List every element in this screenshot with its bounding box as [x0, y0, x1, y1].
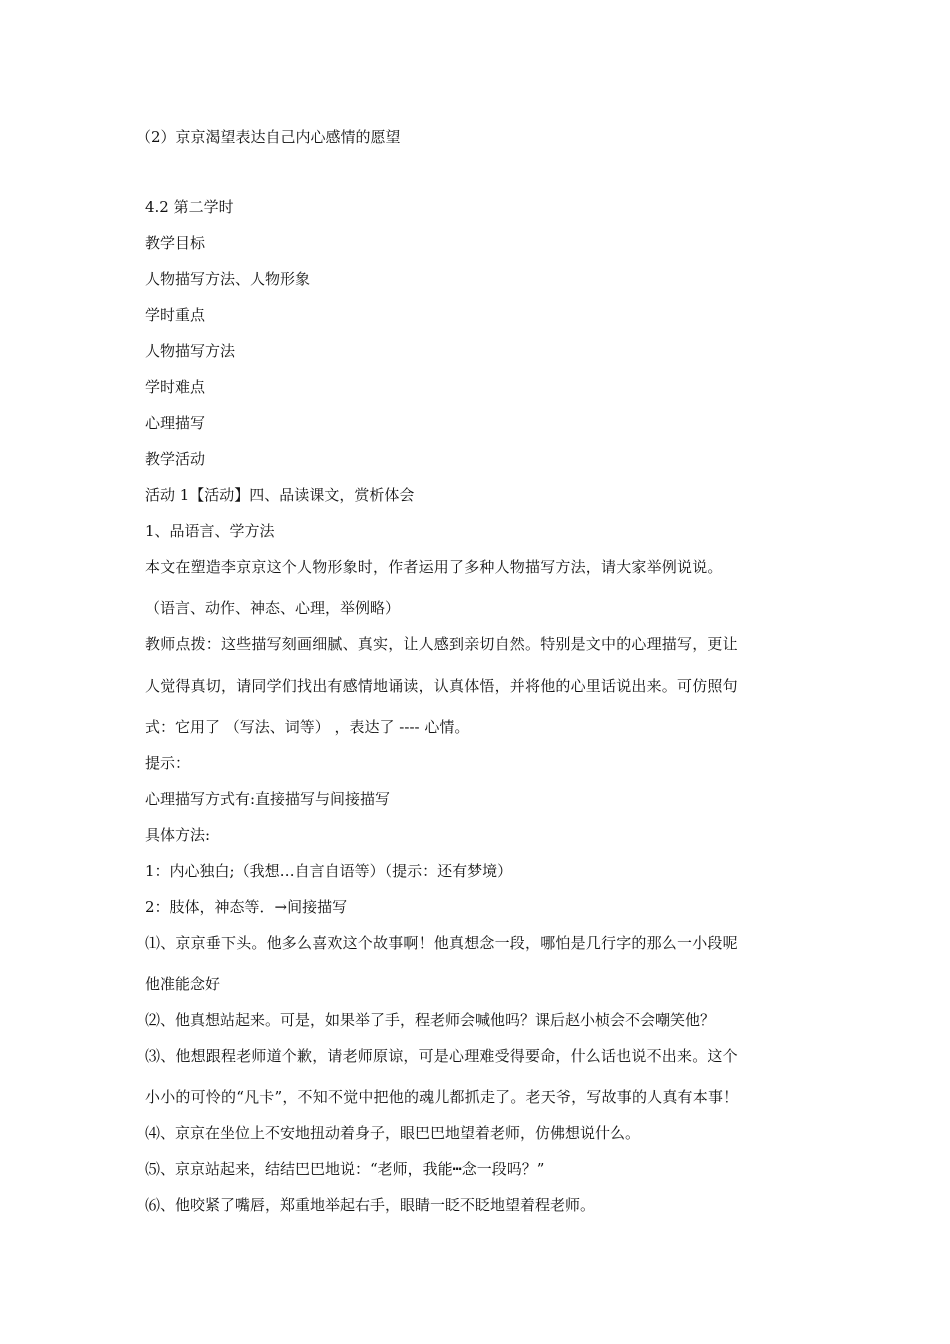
- text-line-note: （语言、动作、神态、心理，举例略）: [145, 599, 401, 617]
- text-line-goal-title: 教学目标: [145, 234, 206, 252]
- text-line-example-3b: 小小的可怜的“凡卡”，不知不觉中把他的魂儿都抓走了。老天爷，写故事的人真有本事！: [145, 1088, 739, 1106]
- text-line-step-1: 1、品语言、学方法: [145, 522, 275, 540]
- text-line-example-2: ⑵、他真想站起来。可是，如果举了手，程老师会喊他吗？课后赵小桢会不会嘲笑他？: [145, 1011, 716, 1029]
- text-line-key-title: 学时重点: [145, 306, 206, 324]
- text-line-difficulty-title: 学时难点: [145, 378, 206, 396]
- section-heading: 4.2 第二学时: [145, 198, 234, 216]
- text-line-paragraph-2a: 教师点拨：这些描写刻画细腻、真实，让人感到亲切自然。特别是文中的心理描写，更让: [145, 635, 738, 653]
- text-line-paragraph-2b: 人觉得真切，请同学们找出有感情地诵读，认真体悟，并将他的心里话说出来。可仿照句: [145, 677, 738, 695]
- text-line-paragraph-2c: 式：它用了 （写法、词等） ，表达了 ---- 心情。: [145, 718, 470, 736]
- text-line-answer-2: （2）京京渴望表达自己内心感情的愿望: [136, 128, 401, 146]
- text-line-activity-title: 教学活动: [145, 450, 206, 468]
- text-line-example-1b: 他准能念好: [145, 975, 221, 993]
- text-line-key: 人物描写方法: [145, 342, 236, 360]
- text-line-example-4: ⑷、京京在坐位上不安地扭动着身子，眼巴巴地望着老师，仿佛想说什么。: [145, 1124, 641, 1142]
- text-line-hint-title: 提示：: [145, 754, 191, 772]
- text-line-goal: 人物描写方法、人物形象: [145, 270, 311, 288]
- text-line-method-title: 具体方法:: [145, 826, 211, 844]
- text-line-difficulty: 心理描写: [145, 414, 206, 432]
- text-line-hint: 心理描写方式有:直接描写与间接描写: [145, 790, 391, 808]
- text-line-example-6: ⑹、他咬紧了嘴唇，郑重地举起右手，眼睛一眨不眨地望着程老师。: [145, 1196, 596, 1214]
- text-line-paragraph-1: 本文在塑造李京京这个人物形象时，作者运用了多种人物描写方法，请大家举例说说。: [145, 558, 723, 576]
- text-line-example-1a: ⑴、京京垂下头。他多么喜欢这个故事啊！他真想念一段，哪怕是几行字的那么一小段呢: [145, 934, 738, 952]
- text-line-example-5: ⑸、京京站起来，结结巴巴地说：“老师，我能┅念一段吗？”: [145, 1160, 545, 1178]
- text-line-example-3a: ⑶、他想跟程老师道个歉，请老师原谅，可是心理难受得要命，什么话也说不出来。这个: [145, 1047, 738, 1065]
- text-line-method-1: 1：内心独白;（我想…自言自语等）（提示：还有梦境）: [145, 862, 513, 880]
- text-line-activity-1: 活动 1【活动】四、品读课文，赏析体会: [145, 486, 415, 504]
- text-line-method-2: 2：肢体，神态等．→间接描写: [145, 898, 348, 916]
